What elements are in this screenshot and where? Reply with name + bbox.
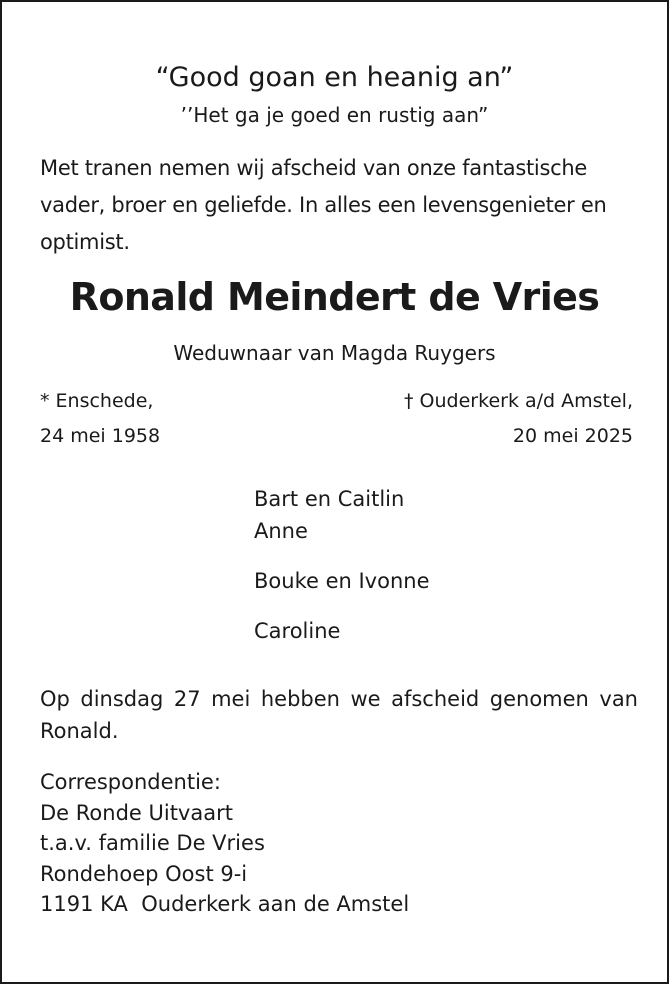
family-group [254, 615, 430, 647]
correspondence-heading: Correspondentie: [40, 770, 221, 794]
address-line: t.a.v. familie De Vries [40, 831, 265, 855]
deceased-name: Ronald Meindert de Vries [69, 275, 600, 319]
address-line: Rondehoep Oost 9-i [40, 861, 248, 886]
family-member: Bart en Caitlin [254, 487, 405, 511]
farewell-text: Op dinsdag 27 mei hebben we afscheid genomen van Ronald. [40, 687, 638, 743]
death-place: † Ouderkerk a/d Amstel, [404, 390, 633, 412]
birth-date: 24 mei 1958 [40, 425, 161, 447]
family-member: Bouke en Ivonne [254, 569, 430, 593]
correspondence-address [40, 767, 409, 920]
family-member: Anne [254, 519, 308, 543]
motto-quote: “Good goan en heanig an” [155, 62, 514, 93]
family-member: Caroline [254, 619, 341, 643]
family-group [254, 565, 430, 597]
birth-block [40, 384, 160, 454]
death-block [404, 384, 633, 454]
intro-text: Met tranen nemen wij afscheid van onze fantastische vader, broer en geliefde. In alles een levensgenieter en optimist. [40, 156, 607, 254]
family-group [254, 483, 430, 547]
birth-place: * Enschede, [40, 390, 154, 412]
address-line: 1191 KA Ouderkerk aan de Amstel [40, 892, 410, 916]
address-line: De Ronde Uitvaart [40, 800, 233, 825]
death-date: 20 mei 2025 [512, 425, 633, 447]
motto-translation: ’’Het ga je goed en rustig aan” [180, 103, 489, 127]
family-list [254, 483, 430, 665]
widower-line: Weduwnaar van Magda Ruygers [173, 341, 496, 365]
